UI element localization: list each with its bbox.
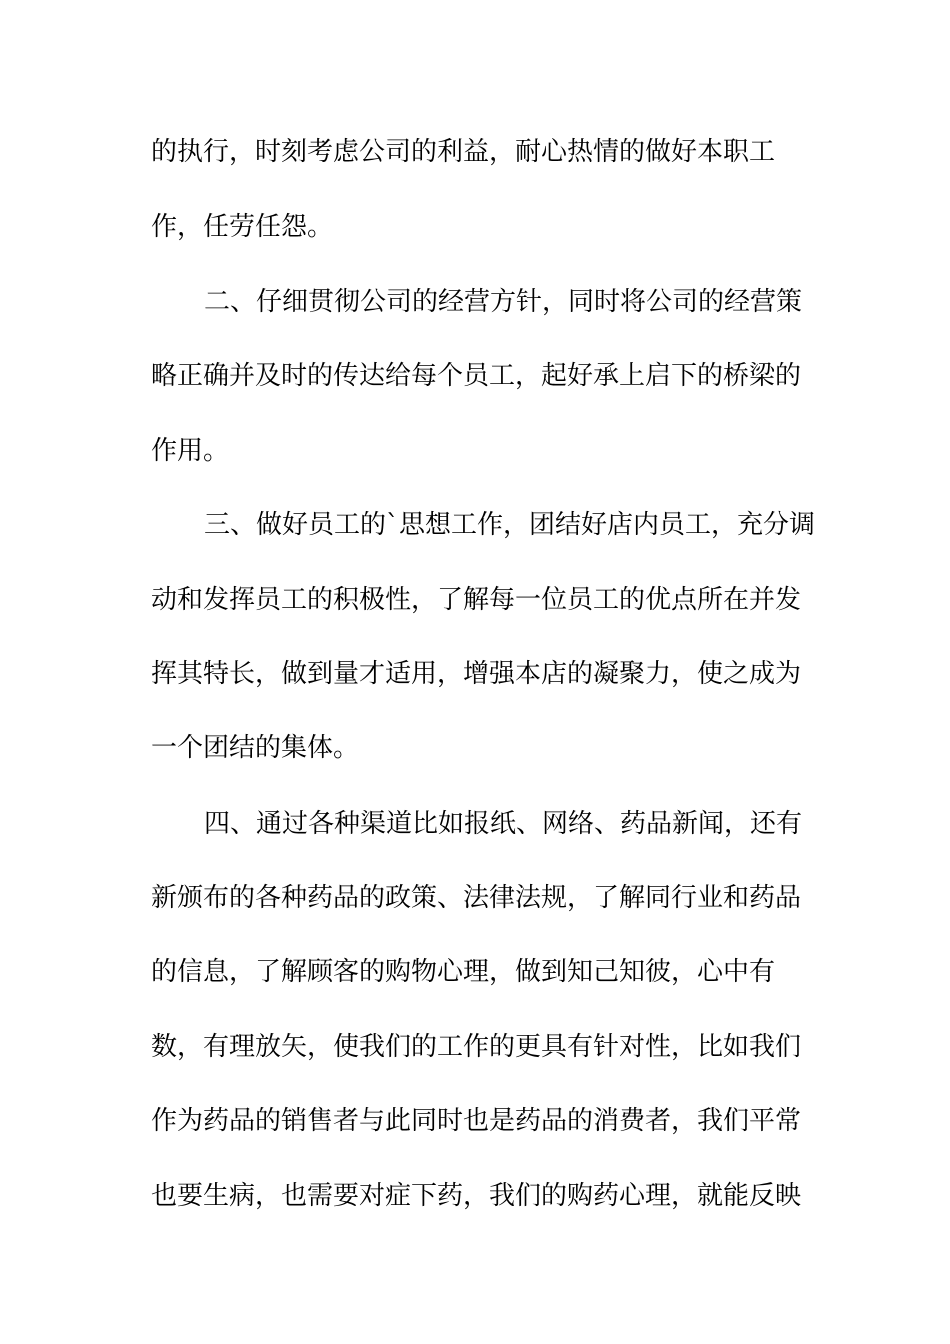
text-line: 新颁布的各种药品的政策、法律法规，了解同行业和药品: [151, 883, 802, 913]
paragraph-start-line: 二、仔细贯彻公司的经营方针，同时将公司的经营策: [204, 287, 803, 317]
text-line: 一个团结的集体。: [151, 733, 360, 763]
text-line: 的信息，了解顾客的购物心理，做到知己知彼，心中有: [151, 957, 776, 987]
paragraph-start-line: 四、通过各种渠道比如报纸、网络、药品新闻，还有: [204, 809, 803, 839]
text-line: 的执行，时刻考虑公司的利益，耐心热情的做好本职工: [151, 137, 776, 167]
text-line: 作用。: [151, 436, 230, 466]
text-line: 作为药品的销售者与此同时也是药品的消费者，我们平常: [151, 1106, 802, 1136]
text-line: 挥其特长，做到量才适用，增强本店的凝聚力，使之成为: [151, 659, 802, 689]
text-line: 作，任劳任怨。: [151, 212, 334, 242]
text-line: 数，有理放矢，使我们的工作的更具有针对性，比如我们: [151, 1032, 802, 1062]
text-line: 也要生病，也需要对症下药，我们的购药心理，就能反映: [151, 1181, 802, 1211]
paragraph-start-line: 三、做好员工的`思想工作，团结好店内员工，充分调: [204, 510, 816, 540]
text-line: 略正确并及时的传达给每个员工，起好承上启下的桥梁的: [151, 361, 802, 391]
text-line: 动和发挥员工的积极性，了解每一位员工的优点所在并发: [151, 585, 802, 615]
